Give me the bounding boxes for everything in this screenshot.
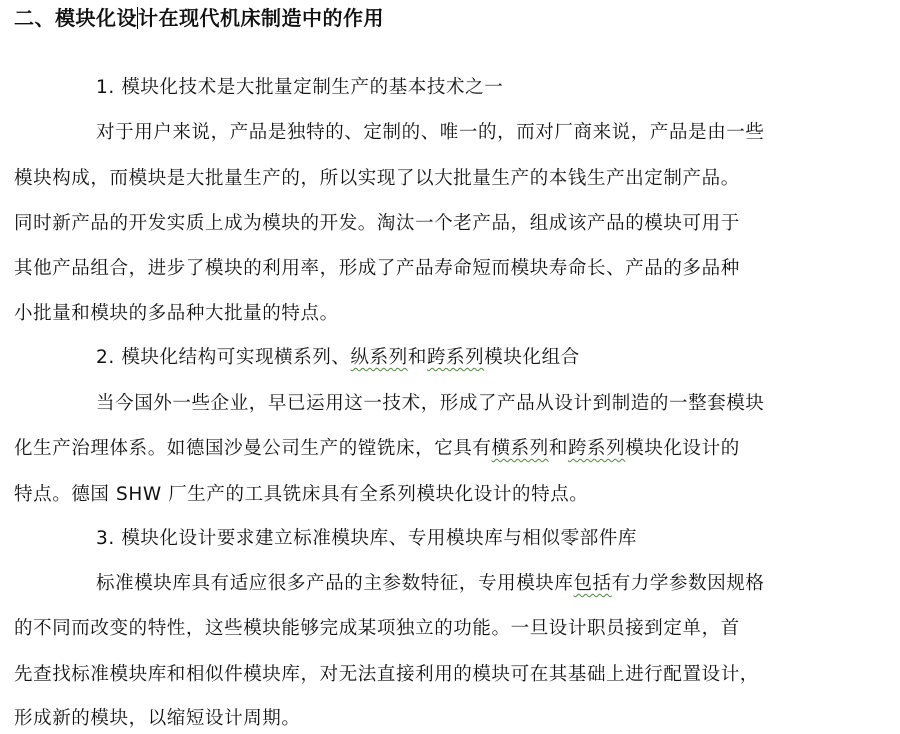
heading-text-part-1: 二、模块化设 [14,6,137,30]
paragraph-line: 先查找标准模块库和相似件模块库，对无法直接利用的模块可在其基础上进行配置设计， [14,664,759,685]
spellcheck-underlined-text[interactable]: 包括 [573,573,612,594]
paragraph-line: 同时新产品的开发实质上成为模块的开发。淘汰一个老产品，组成该产品的模块可用于 [14,213,740,234]
paragraph-text: 有力学参数因规格 [611,573,765,594]
subheading-text: 和 [407,347,427,368]
paragraph-line: 对于用户来说，产品是独特的、定制的、唯一的，而对厂商来说，产品是由一些 [96,122,765,143]
spellcheck-underlined-text[interactable]: 纵系列 [350,347,408,368]
paragraph-text: 和 [548,438,568,459]
spellcheck-underlined-text[interactable]: 跨系列 [426,347,485,368]
paragraph-line [96,569,765,599]
subheading-text: 2. 模块化结构可实现横系列、 [96,347,351,368]
subheading-3: 3. 模块化设计要求建立标准模块库、专用模块库与相似零部件库 [96,528,638,549]
paragraph-text: 标准模块库具有适应很多产品的主参数特征，专用模块库 [96,573,574,594]
section-heading [14,4,384,32]
paragraph-line: 形成新的模块，以缩短设计周期。 [14,708,301,729]
paragraph-text: 化生产治理体系。如德国沙曼公司生产的镗铣床，它具有 [14,438,492,459]
paragraph-line [14,434,740,464]
subheading-2 [96,343,580,373]
subheading-text: 模块化组合 [484,347,580,368]
spellcheck-underlined-text[interactable]: 横系列 [491,438,549,459]
paragraph-line: 小批量和模块的多品种大批量的特点。 [14,303,339,324]
heading-text-part-2: 计在现代机床制造中的作用 [138,6,384,30]
paragraph-line: 的不同而改变的特性，这些模块能够完成某项独立的功能。一旦设计职员接到定单，首 [14,618,740,639]
spellcheck-underlined-text[interactable]: 跨系列 [567,438,626,459]
paragraph-line: 当今国外一些企业，早已运用这一技术，形成了产品从设计到制造的一整套模块 [96,393,765,414]
subheading-1: 1. 模块化技术是大批量定制生产的基本技术之一 [96,77,504,98]
paragraph-line: 模块构成，而模块是大批量生产的，所以实现了以大批量生产的本钱生产出定制产品。 [14,168,740,189]
paragraph-line: 特点。德国 SHW 厂生产的工具铣床具有全系列模块化设计的特点。 [14,484,589,505]
paragraph-line: 其他产品组合，进步了模块的利用率，形成了产品寿命短而模块寿命长、产品的多品种 [14,258,740,279]
paragraph-text: 模块化设计的 [625,438,740,459]
